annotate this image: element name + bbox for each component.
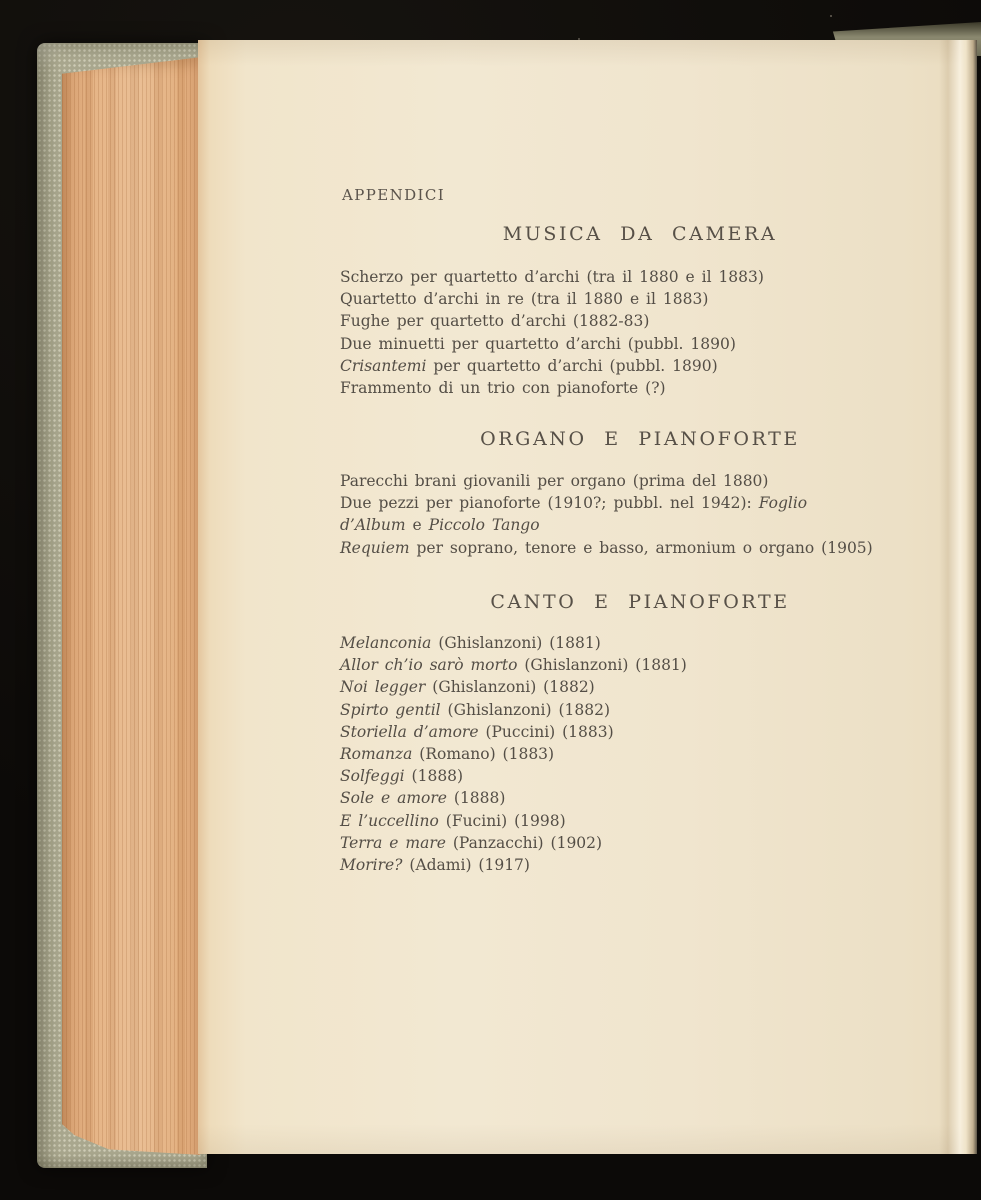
- work-item: [340, 654, 940, 676]
- work-detail: Frammento di un trio con pianoforte (?): [340, 379, 666, 398]
- work-detail: (Ghislanzoni) (1882): [440, 700, 611, 719]
- work-title: Foglio: [758, 494, 808, 513]
- work-title: Terra e mare: [340, 833, 446, 852]
- work-detail: Due minuetti per quartetto d’archi (pubbl. 1890): [340, 334, 736, 353]
- work-detail: (Romano) (1883): [412, 745, 555, 764]
- work-detail: (Ghislanzoni) (1882): [425, 678, 595, 697]
- work-title: Crisantemi: [340, 356, 427, 375]
- work-detail: (Fucini) (1998): [438, 811, 566, 830]
- work-detail: (1888): [446, 789, 506, 808]
- work-detail: per quartetto d’archi (pubbl. 1890): [426, 356, 718, 375]
- work-title: Storiella d’amore: [340, 722, 479, 741]
- work-detail: e: [405, 516, 429, 535]
- page-block-fore-edge: [62, 55, 200, 1156]
- work-detail: (Ghislanzoni) (1881): [517, 656, 687, 675]
- work-item: [340, 537, 940, 559]
- work-detail: (Ghislanzoni) (1881): [431, 634, 601, 652]
- work-item: [340, 377, 940, 399]
- work-list-canto-e-pianoforte: [340, 632, 940, 876]
- work-detail: Due pezzi per pianoforte (1910?; pubbl. nel 1942):: [340, 494, 759, 513]
- work-list-organo-e-pianoforte: [340, 470, 940, 559]
- work-item: [340, 632, 940, 654]
- work-title: Noi legger: [340, 678, 426, 697]
- work-item: [340, 810, 940, 832]
- work-title: d’Album: [340, 516, 406, 535]
- work-item: [340, 765, 940, 787]
- section-title-organo-e-pianoforte: ORGANO E PIANOFORTE: [480, 428, 800, 450]
- work-title: Spirto gentil: [340, 700, 441, 719]
- work-item: [340, 699, 940, 721]
- work-title: Allor ch’io sarò morto: [340, 656, 518, 675]
- open-book-page: [198, 40, 977, 1154]
- work-item: [340, 288, 940, 310]
- work-detail: Parecchi brani giovanili per organo (prima del 1880): [340, 472, 769, 490]
- work-title: Sole e amore: [340, 789, 447, 808]
- work-detail: (Panzacchi) (1902): [445, 833, 603, 852]
- work-item: [340, 514, 940, 536]
- work-item: [340, 676, 940, 698]
- work-item: [340, 470, 940, 492]
- work-detail: (Puccini) (1883): [478, 722, 614, 741]
- work-list-musica-da-camera: [340, 266, 940, 399]
- page-header-label: APPENDICI: [342, 186, 446, 204]
- work-item: [340, 266, 940, 288]
- work-item: [340, 854, 940, 876]
- work-detail: (Adami) (1917): [402, 856, 530, 875]
- work-title: Requiem: [340, 538, 410, 557]
- work-item: [340, 355, 940, 377]
- work-item: [340, 787, 940, 809]
- work-detail: (1888): [404, 767, 464, 786]
- work-title: Solfeggi: [340, 767, 405, 786]
- page-right-edge: [939, 40, 977, 1154]
- work-title: E l’uccellino: [340, 811, 439, 830]
- work-item: [340, 310, 940, 332]
- work-title: Romanza: [340, 745, 413, 764]
- work-title: Morire?: [340, 856, 403, 875]
- section-title-canto-e-pianoforte: CANTO E PIANOFORTE: [490, 591, 790, 613]
- work-item: [340, 333, 940, 355]
- work-title: Melanconia: [340, 634, 432, 652]
- work-detail: Quartetto d’archi in re (tra il 1880 e il 1883): [340, 290, 709, 309]
- work-item: [340, 743, 940, 765]
- section-title-musica-da-camera: MUSICA DA CAMERA: [502, 223, 778, 245]
- work-detail: per soprano, tenore e basso, armonium o organo (1905): [409, 538, 873, 557]
- work-detail: Scherzo per quartetto d’archi (tra il 1880 e il 1883): [340, 268, 764, 286]
- work-detail: Fughe per quartetto d’archi (1882-83): [340, 312, 650, 331]
- work-item: [340, 832, 940, 854]
- work-item: [340, 721, 940, 743]
- work-title: Piccolo Tango: [428, 516, 540, 535]
- work-item: [340, 492, 940, 514]
